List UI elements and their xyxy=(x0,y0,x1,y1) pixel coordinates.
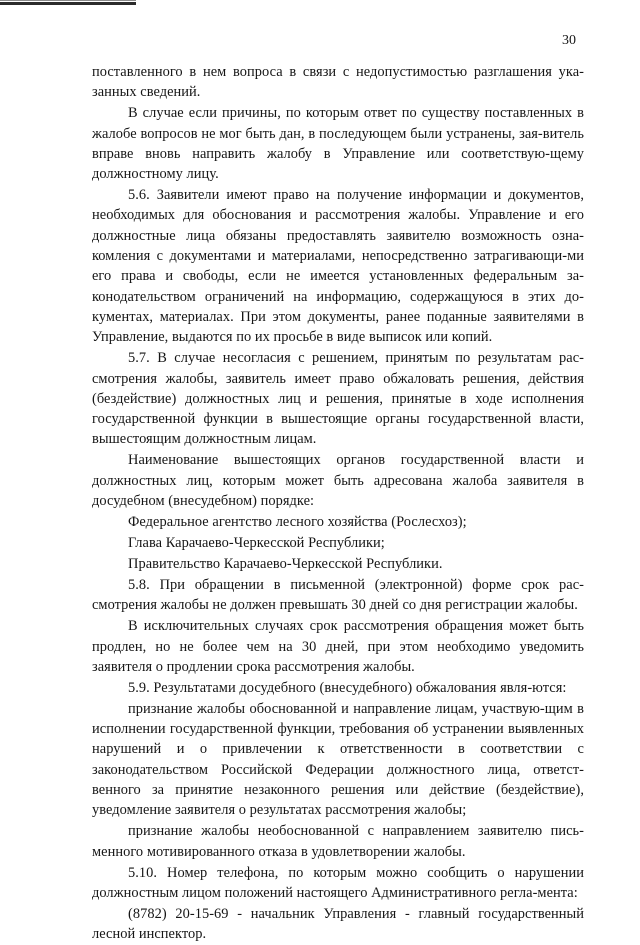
paragraph-resubmission: В случае если причины, по которым ответ по существу поставленных в жалобе вопросов не мог быть дан, в последующем были устранены, зая-витель вправе вновь направить жалобу в Управление или соответствую-щему должностному лицу. xyxy=(92,105,584,183)
authority-item-government-kchr: Правительство Карачаево-Черкесской Республики. xyxy=(128,555,443,572)
page-number: 30 xyxy=(562,33,576,48)
scan-edge-line xyxy=(0,0,136,1)
paragraph-extension: В исключительных случаях срок рассмотрения обращения может быть продлен, но не более чем на 30 дней, при этом необходимо уведомить заявителя о продлении срока рассмотрения жалобы. xyxy=(92,618,584,675)
authority-item-head-kchr: Глава Карачаево-Черкесской Республики; xyxy=(128,534,385,551)
paragraph-5-9: 5.9. Результатами досудебного (внесудебного) обжалования явля-ются: xyxy=(128,679,567,696)
paragraph-higher-authorities: Наименование вышестоящих органов государственной власти и должностных лиц, которым может быть адресована жалоба заявителя в досудебном (внесудебном) порядке: xyxy=(92,452,584,509)
paragraph-5-8: 5.8. При обращении в письменной (электронной) форме срок рас-смотрения жалобы не должен превышать 30 дней со дня регистрации жалобы. xyxy=(92,576,584,614)
paragraph-5-7: 5.7. В случае несогласия с решением, принятым по результатам рас-смотрения жалобы, заявитель имеет право обжаловать решения, действия (бездействие) должностных лиц и решения, принятые в ходе исполнения государственной функции в вышестоящие органы государственной власти, вышестоящим должностным лицам. xyxy=(92,350,584,448)
authority-item-rosleshoz: Федеральное агентство лесного хозяйства (Рослесхоз); xyxy=(128,513,467,530)
paragraph-result-unjustified: признание жалобы необоснованной с направлением заявителю пись-менного мотивированного отказа в удовлетворении жалобы. xyxy=(92,823,584,860)
paragraph-phone: (8782) 20-15-69 - начальник Управления - главный государственный лесной инспектор. xyxy=(92,905,584,943)
document-body xyxy=(92,62,584,945)
paragraph-disclosure-note: поставленного в нем вопроса в связи с недопустимостью разглашения ука-занных сведений. xyxy=(92,64,584,101)
paragraph-result-justified: признание жалобы обоснованной и направление лицам, участвую-щим в исполнении государственной функции, требования об устранении выявленных нарушений и о привлечении к ответственности в соответствии с законодательством Российской Федерации должностного лица, ответст-венного за принятие незаконного решения или действие (бездействие), уведомление заявителя о результатах рассмотрения жалобы; xyxy=(92,700,584,819)
scan-edge-mark xyxy=(0,2,136,5)
paragraph-5-6: 5.6. Заявители имеют право на получение информации и документов, необходимых для обоснования и рассмотрения жалобы. Управление и его должностные лица обязаны предоставлять заявителю возможность озна-комления с документами и материалами, непосредственно затрагивающи-ми его права и свободы, если не имеется установленных федеральным за-конодательством ограничений на информацию, содержащуюся в этих до-кументах, материалах. При этом документы, ранее поданные заявителями в Управление, выдаются по их просьбе в виде выписок или копий. xyxy=(92,187,584,346)
paragraph-5-10: 5.10. Номер телефона, по которым можно сообщить о нарушении должностным лицом положений настоящего Административного регла-мента: xyxy=(92,864,584,901)
